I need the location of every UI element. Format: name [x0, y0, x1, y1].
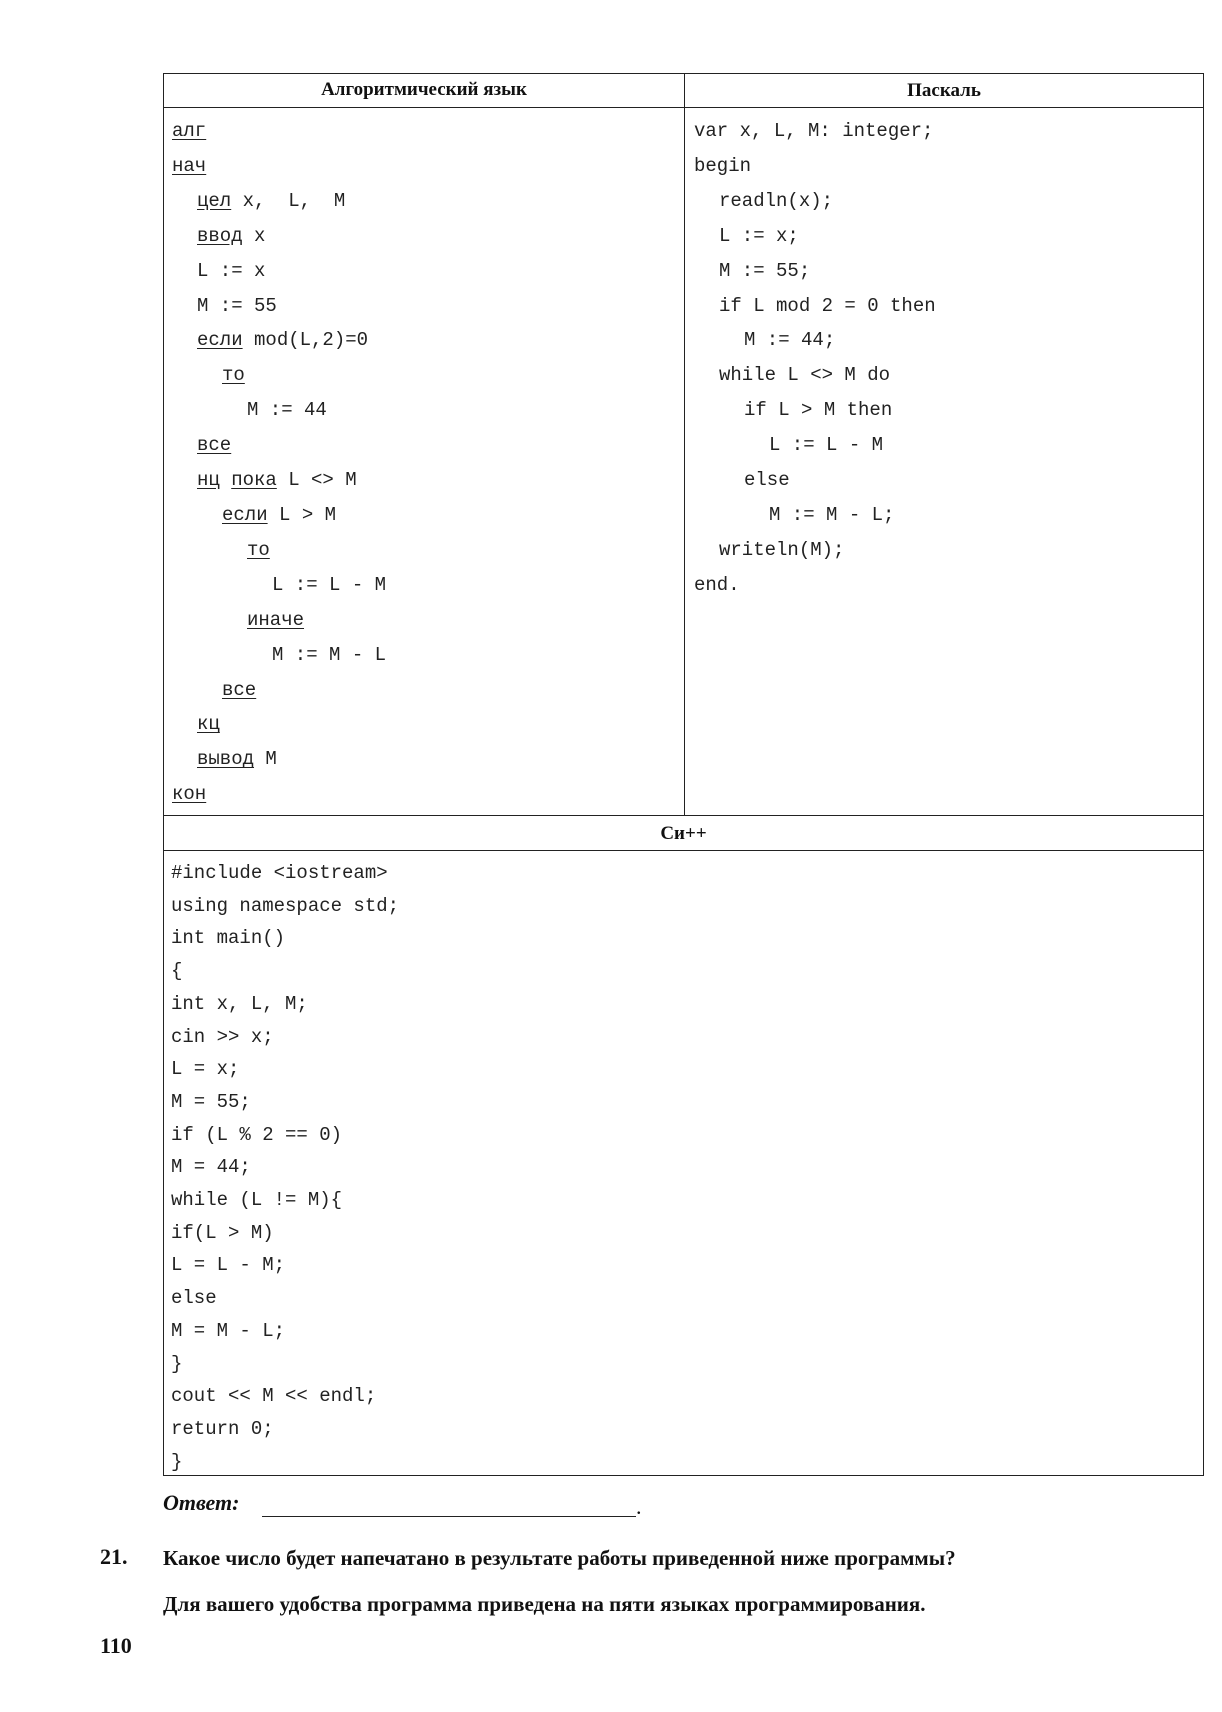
algo-code-line [172, 673, 386, 708]
algo-header: Алгоритмический язык [321, 79, 527, 100]
algo-code-line [172, 428, 386, 463]
cpp-code-line: return 0; [171, 1417, 274, 1440]
algo-code-text: M := 44 [247, 399, 327, 422]
algo-code-text: M := 55 [197, 294, 277, 317]
algo-code-line [172, 498, 386, 533]
cpp-code-line: if(L > M) [171, 1221, 274, 1244]
pascal-code-line: M := M - L; [769, 503, 895, 526]
pascal-header: Паскаль [907, 80, 981, 101]
algo-keyword: если [197, 329, 243, 352]
cpp-code-line: L = x; [171, 1058, 240, 1081]
algo-code-text: L > M [267, 503, 337, 526]
algo-code-text [220, 469, 231, 491]
algo-keyword: то [222, 364, 245, 387]
algo-code-line [172, 463, 386, 498]
pascal-code-line: while L <> M do [719, 364, 891, 387]
algo-code-line [172, 254, 386, 289]
algo-keyword: нач [172, 154, 207, 177]
column-divider [684, 74, 685, 815]
cpp-code-line: } [171, 1352, 183, 1375]
cpp-code-line: cout << M << endl; [171, 1385, 377, 1408]
algo-code-block [172, 114, 386, 812]
pascal-code-line: M := 55; [719, 259, 811, 282]
algo-code-line [172, 568, 386, 603]
algo-keyword: пока [231, 469, 277, 492]
algo-code-line [172, 184, 386, 219]
algo-keyword: кц [197, 713, 220, 736]
question-text-line1: Какое число будет напечатано в результате работы приведенной ниже программы? [163, 1546, 956, 1570]
algo-keyword: все [197, 434, 232, 457]
pascal-code-line: readln(x); [719, 189, 834, 212]
algo-keyword: кон [172, 783, 207, 806]
cpp-header: Си++ [660, 823, 707, 844]
algo-code-line [172, 533, 386, 568]
cpp-code-line: L = L - M; [171, 1254, 286, 1277]
cpp-code-line: { [171, 960, 183, 983]
algo-code-line [172, 323, 386, 358]
answer-label: Ответ: [163, 1490, 240, 1515]
cpp-code-line: M = 55; [171, 1090, 251, 1113]
cpp-code-block [171, 857, 399, 1478]
algo-keyword: вывод [197, 748, 255, 771]
algo-code-text: L <> M [276, 469, 357, 492]
pascal-code-line: var x, L, M: integer; [694, 120, 934, 142]
pascal-code-line: if L > M then [744, 399, 893, 422]
algo-keyword: все [222, 678, 257, 701]
pascal-code-line: writeln(M); [719, 538, 845, 561]
algo-code-text: x, L, M [231, 189, 346, 212]
question-text-line2: Для вашего удобства программа приведена на пяти языках программирования. [163, 1592, 926, 1616]
algo-keyword: алг [172, 120, 207, 142]
algo-code-text: L := L - M [272, 573, 387, 596]
algo-keyword: нц [197, 469, 220, 492]
pascal-code-line: L := L - M [769, 434, 884, 457]
algo-keyword: иначе [247, 608, 305, 631]
algo-code-text: mod(L,2)=0 [242, 329, 369, 352]
algo-keyword: если [222, 503, 268, 526]
algo-code-line [172, 742, 386, 777]
algo-code-line [172, 393, 386, 428]
algo-keyword: то [247, 538, 270, 561]
pascal-code-line: M := 44; [744, 329, 836, 352]
pascal-code-line: else [744, 469, 790, 492]
cpp-code-line: else [171, 1287, 217, 1310]
algo-code-line [172, 638, 386, 673]
algo-code-line [172, 149, 386, 184]
code-table [163, 73, 1204, 1476]
pascal-code-line: begin [694, 154, 752, 177]
pascal-code-line: L := x; [719, 224, 799, 247]
algo-code-text: M := M - L [272, 643, 387, 666]
algo-code-line [172, 219, 386, 254]
cpp-code-line: using namespace std; [171, 894, 400, 917]
algo-code-line [172, 114, 386, 149]
algo-code-text: M [254, 748, 277, 771]
algo-code-text: L := x [197, 259, 266, 282]
page-number: 110 [100, 1633, 132, 1658]
answer-blank[interactable] [262, 1516, 636, 1517]
question-number: 21. [100, 1544, 128, 1569]
pascal-code-block [694, 114, 936, 603]
cpp-code-line: M = M - L; [171, 1319, 286, 1342]
pascal-code-line: end. [694, 573, 740, 596]
algo-code-line [172, 707, 386, 742]
algo-code-line [172, 289, 386, 324]
cpp-code-line: while (L != M){ [171, 1189, 343, 1212]
algo-code-line [172, 777, 386, 812]
cpp-code-line: int x, L, M; [171, 992, 308, 1015]
answer-dot: . [636, 1494, 642, 1519]
cpp-code-line: #include <iostream> [171, 862, 388, 884]
cpp-code-line: if (L % 2 == 0) [171, 1123, 343, 1146]
pascal-code-line: if L mod 2 = 0 then [719, 294, 936, 317]
cpp-code-line: M = 44; [171, 1156, 251, 1179]
algo-code-line [172, 358, 386, 393]
algo-keyword: цел [197, 189, 232, 212]
algo-code-text: x [242, 224, 266, 247]
algo-keyword: ввод [197, 224, 243, 247]
algo-code-line [172, 603, 386, 638]
cpp-code-line: } [171, 1450, 183, 1473]
cpp-code-line: cin >> x; [171, 1025, 274, 1048]
cpp-code-line: int main() [171, 927, 286, 950]
